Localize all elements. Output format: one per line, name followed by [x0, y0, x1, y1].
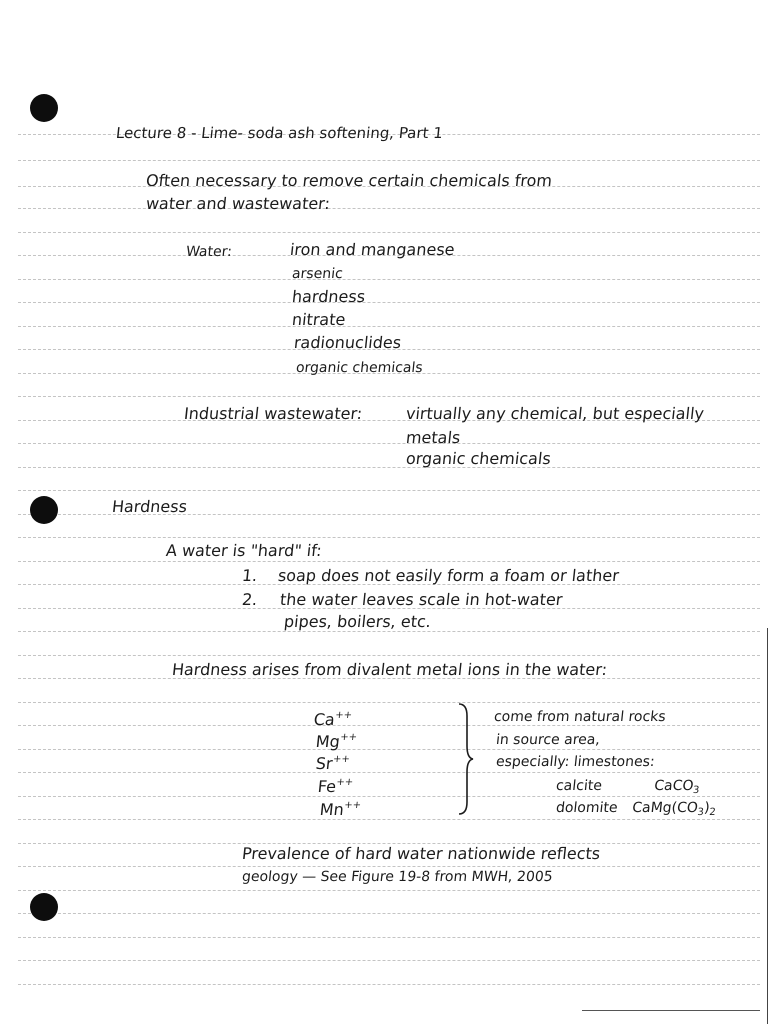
source-line-2: in source area,	[495, 732, 601, 748]
industrial-item: metals	[405, 428, 462, 447]
industrial-item: organic chemicals	[405, 449, 552, 468]
rule-line	[18, 796, 760, 797]
formula-subscript: 3	[696, 807, 705, 818]
rule-line	[18, 467, 760, 468]
rule-line	[18, 984, 760, 985]
water-label: Water:	[185, 244, 233, 260]
rule-line	[18, 749, 760, 750]
source-line-3: especially: limestones:	[495, 754, 656, 770]
water-item: arsenic	[291, 266, 344, 282]
ion-symbol: Mg	[314, 732, 341, 751]
ion-charge: ++	[335, 777, 354, 788]
ion	[317, 773, 354, 797]
water-item: iron and manganese	[289, 240, 456, 259]
rule-line	[18, 655, 760, 656]
rule-line	[18, 396, 760, 397]
ion-charge: ++	[339, 732, 358, 743]
hard-if-intro: A water is "hard" if:	[165, 541, 323, 560]
formula-text: )	[703, 800, 711, 816]
criterion-2b: pipes, boilers, etc.	[283, 612, 432, 631]
rule-line	[18, 208, 760, 209]
ion-symbol: Fe	[316, 777, 338, 796]
rule-line	[18, 890, 760, 891]
rule-line	[18, 537, 760, 538]
intro-line-2: water and wastewater:	[145, 194, 331, 213]
ion-charge: ++	[332, 754, 351, 765]
formula-text: CaMg(CO	[631, 800, 699, 816]
punch-hole	[30, 94, 58, 122]
punch-hole	[30, 496, 58, 524]
mineral-dolomite: dolomite	[555, 800, 619, 816]
ion-symbol: Ca	[312, 710, 336, 729]
intro-line-1: Often necessary to remove certain chemicals from	[145, 171, 554, 190]
ion	[315, 750, 351, 774]
hardness-heading: Hardness	[111, 497, 189, 516]
ion-charge: ++	[343, 800, 362, 811]
ion-symbol: Sr	[314, 754, 334, 773]
rule-line	[18, 232, 760, 233]
criterion-1: soap does not easily form a foam or lather	[277, 566, 620, 585]
criterion-2a: the water leaves scale in hot-water	[279, 590, 564, 609]
rule-line	[18, 160, 760, 161]
formula-text: CaCO	[653, 778, 695, 794]
rule-line	[18, 561, 760, 562]
ion	[315, 728, 358, 752]
ion-charge: ++	[334, 710, 353, 721]
dolomite-formula	[631, 798, 717, 823]
curly-brace	[455, 702, 475, 816]
mineral-calcite: calcite	[555, 778, 603, 794]
rule-line	[18, 772, 760, 773]
rule-line	[18, 913, 760, 914]
bottom-edge-mark	[582, 1010, 760, 1011]
prevalence-line-2: geology — See Figure 19-8 from MWH, 2005	[241, 869, 554, 885]
water-item: radionuclides	[293, 333, 403, 352]
punch-hole	[30, 893, 58, 921]
hardness-arises: Hardness arises from divalent metal ions in the water:	[171, 660, 609, 679]
formula-subscript: 3	[692, 785, 700, 796]
industrial-label: Industrial wastewater:	[183, 404, 364, 423]
rule-line	[18, 302, 760, 303]
source-line-1: come from natural rocks	[493, 709, 667, 725]
water-item: hardness	[291, 287, 367, 306]
lecture-title: Lecture 8 - Lime- soda ash softening, Part 1	[115, 124, 444, 142]
rule-line	[18, 490, 760, 491]
rule-line	[18, 279, 760, 280]
rule-line	[18, 960, 760, 961]
water-item: nitrate	[291, 310, 347, 329]
industrial-line-1: virtually any chemical, but especially	[405, 404, 705, 423]
rule-line	[18, 937, 760, 938]
ion	[313, 706, 353, 730]
water-item: organic chemicals	[295, 360, 424, 376]
formula-subscript: 2	[708, 807, 717, 818]
ion	[319, 796, 362, 820]
rule-line	[18, 443, 760, 444]
criterion-number: 2.	[241, 590, 259, 609]
criterion-number: 1.	[241, 566, 259, 585]
rule-line	[18, 326, 760, 327]
prevalence-line-1: Prevalence of hard water nationwide reflects	[241, 844, 602, 863]
rule-line	[18, 702, 760, 703]
ion-symbol: Mn	[318, 800, 345, 819]
